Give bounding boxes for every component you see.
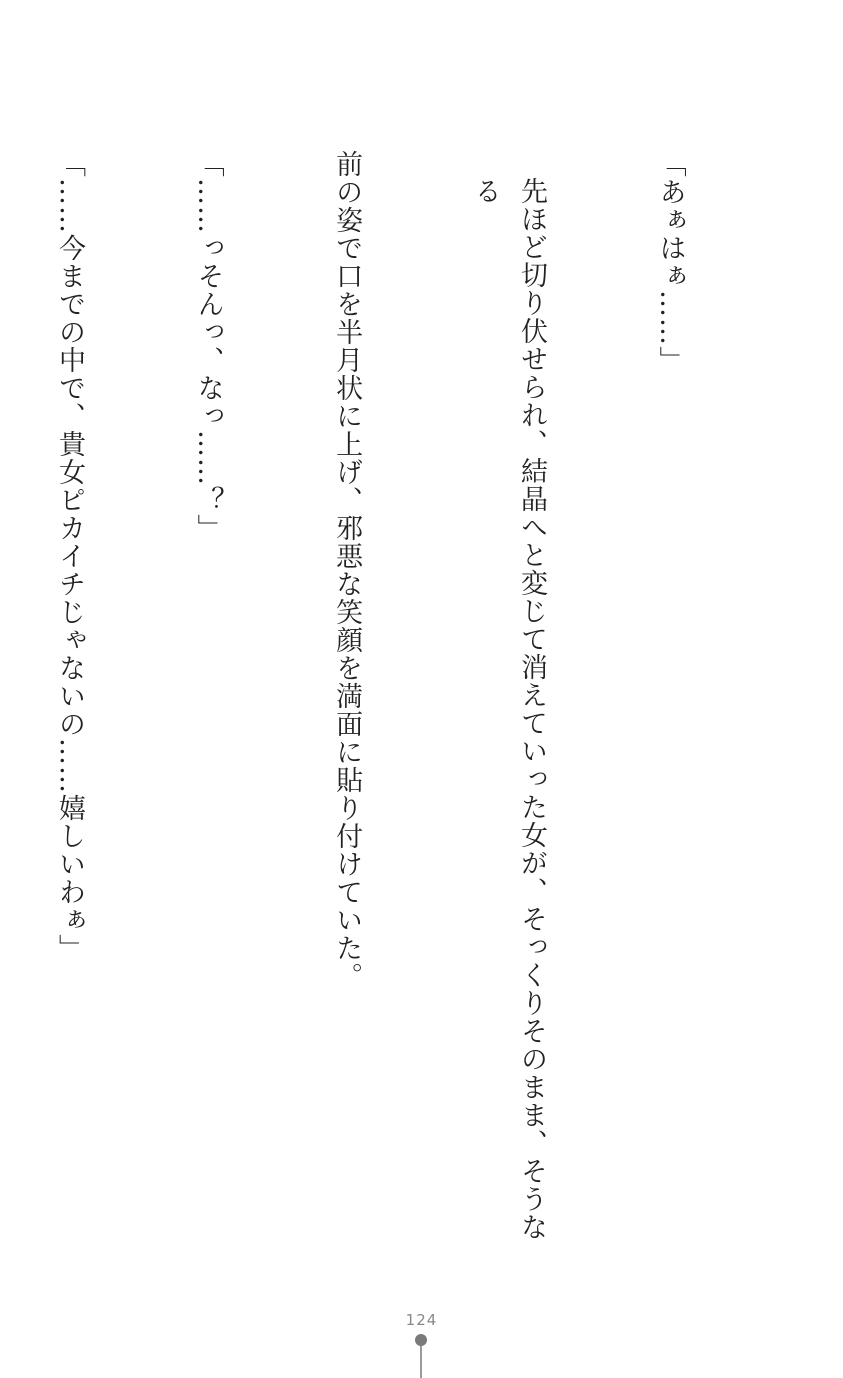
page-marker-dot-icon <box>415 1334 427 1346</box>
text-line: 「……今までの中で、貴女ピカイチじゃないの……嬉しいわぁ」 <box>53 150 85 962</box>
text-line: 前の姿で口を半月状に上げ、邪悪な笑顔を満面に貼り付けていた。 <box>331 150 363 990</box>
page-footer <box>0 1308 843 1378</box>
vertical-text-body <box>0 150 785 1260</box>
page-number: 124 <box>405 1311 438 1329</box>
page-marker-line <box>420 1346 422 1378</box>
text-line: 「あぁはぁ……」 <box>654 150 686 374</box>
text-line: 先ほど切り伏せられ、結晶へと変じて消えていった女が、そっくりそのまま、そうなる <box>469 177 547 1241</box>
text-line: 「……っそんっ、なっ……？」 <box>192 150 224 542</box>
